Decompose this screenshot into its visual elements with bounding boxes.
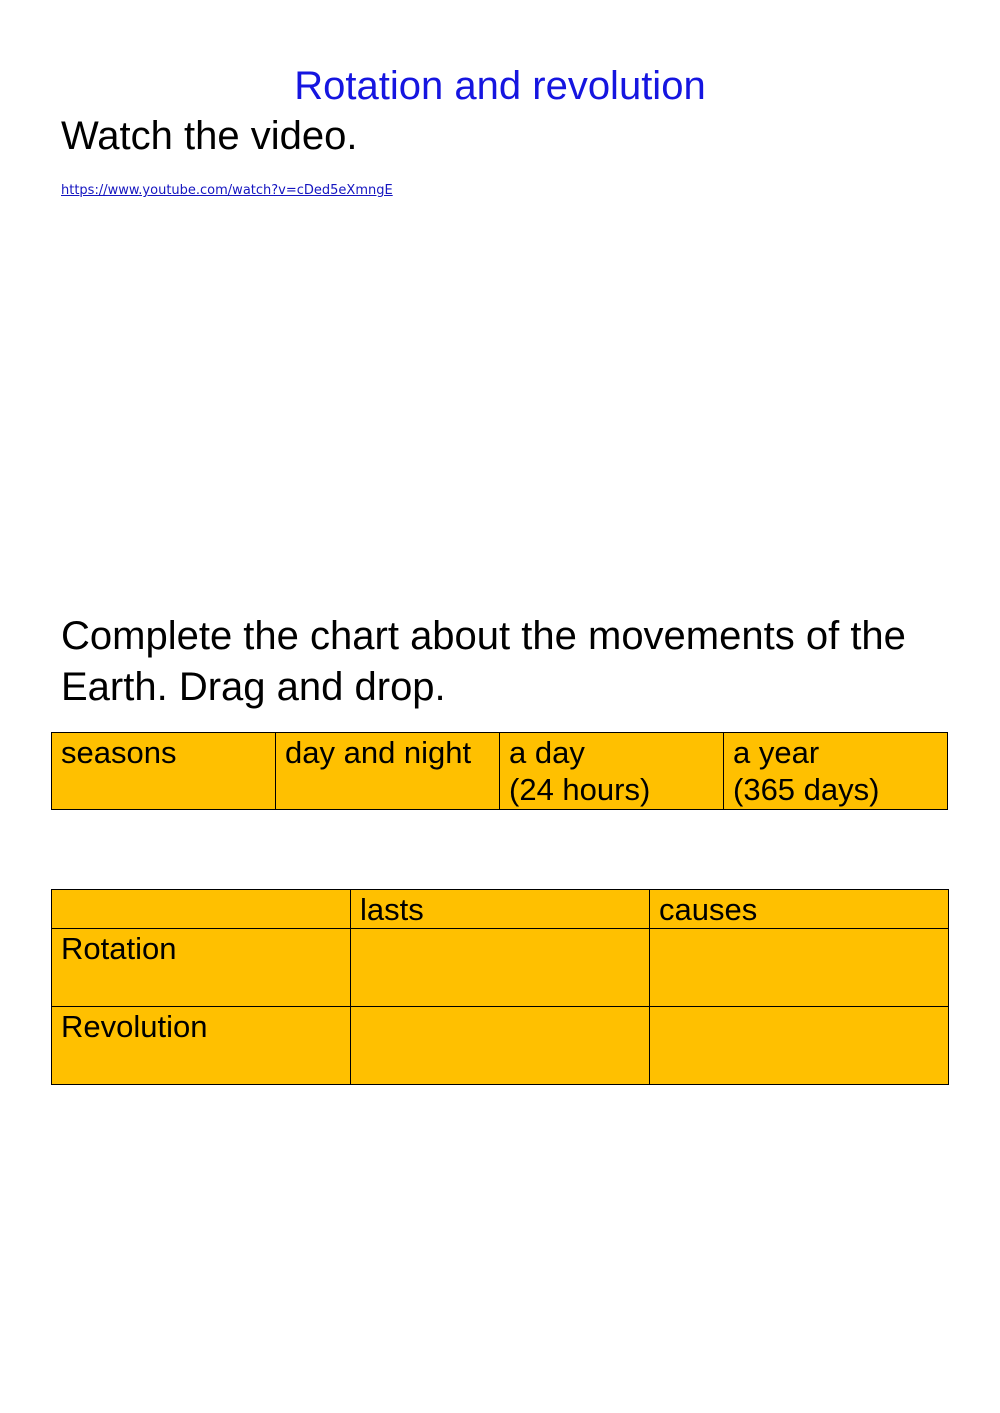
movements-table [51, 889, 949, 1085]
draggable-answer-a-year[interactable]: a year (365 days) [724, 733, 948, 810]
watch-instruction: Watch the video. [61, 114, 358, 158]
word-bank-table [51, 732, 948, 810]
drop-zone-rotation-causes[interactable] [650, 929, 949, 1007]
video-link[interactable]: https://www.youtube.com/watch?v=cDed5eXmngE [61, 183, 393, 198]
header-lasts: lasts [351, 890, 650, 929]
drop-zone-revolution-causes[interactable] [650, 1007, 949, 1085]
header-empty-cell [52, 890, 351, 929]
chart-instruction: Complete the chart about the movements of the Earth. Drag and drop. [61, 614, 906, 709]
header-causes: causes [650, 890, 949, 929]
drop-zone-revolution-lasts[interactable] [351, 1007, 650, 1085]
draggable-answer-a-day[interactable]: a day (24 hours) [500, 733, 724, 810]
drop-zone-rotation-lasts[interactable] [351, 929, 650, 1007]
row-label-rotation: Rotation [52, 929, 351, 1007]
draggable-answer-seasons[interactable]: seasons [52, 733, 276, 810]
page-title: Rotation and revolution [294, 64, 706, 108]
row-label-revolution: Revolution [52, 1007, 351, 1085]
draggable-answer-day-and-night[interactable]: day and night [276, 733, 500, 810]
